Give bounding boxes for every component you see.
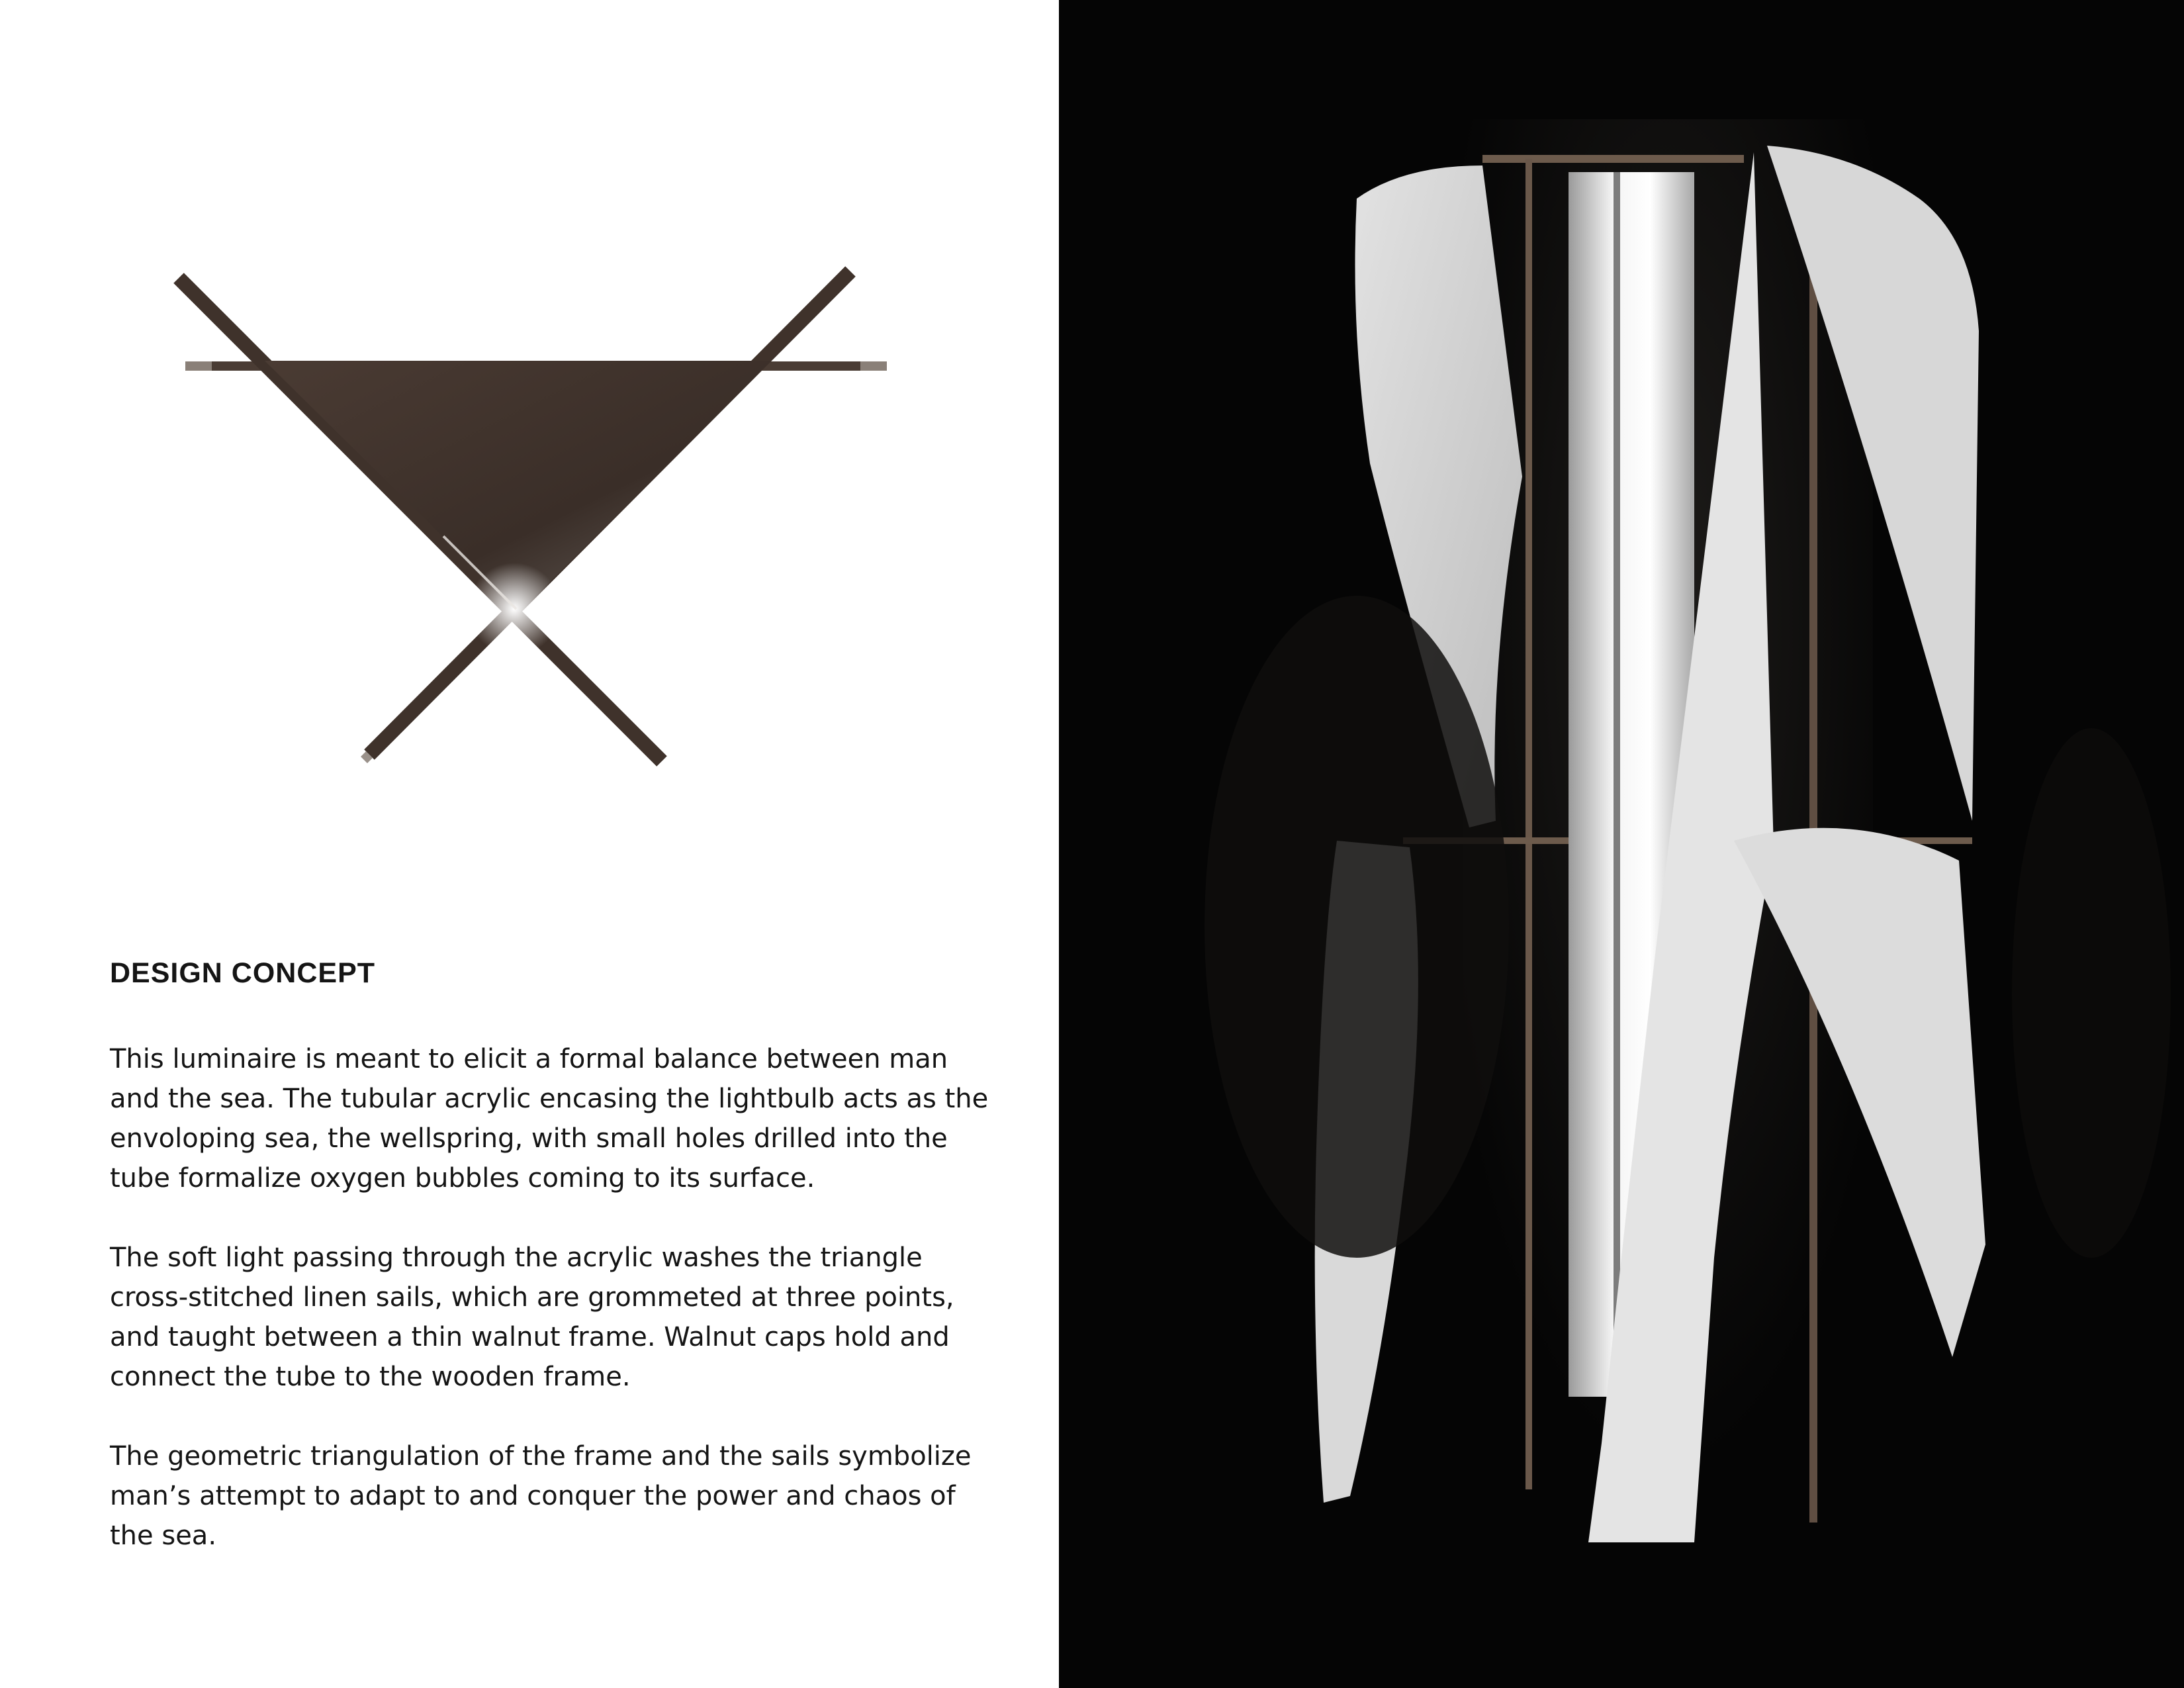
concept-paragraph-3: The geometric triangulation of the frame and the sails symbolize man’s attempt to adapt to and conquer the power and chaos of the sea. (110, 1441, 972, 1551)
concept-paragraph-1: This luminaire is meant to elicit a formal balance between man and the sea. The tubular acrylic encasing the lightbulb acts as the envoloping sea, the wellspring, with small holes drilled into the tube formalize oxygen bubbles coming to its surface. (110, 1044, 989, 1194)
design-concept-section (110, 953, 990, 1595)
left-panel (0, 0, 1059, 1688)
luminaire-photo-image (1059, 0, 2184, 1688)
section-heading: DESIGN CONCEPT (110, 957, 376, 989)
right-panel (1059, 0, 2184, 1688)
concept-paragraph-2: The soft light passing through the acrylic washes the triangle cross-stitched linen sails, which are grommeted at three points, and taught between a thin walnut frame. Walnut caps hold and connect the tube to the wooden frame. (110, 1243, 954, 1392)
luminaire-plan-image (159, 252, 920, 781)
